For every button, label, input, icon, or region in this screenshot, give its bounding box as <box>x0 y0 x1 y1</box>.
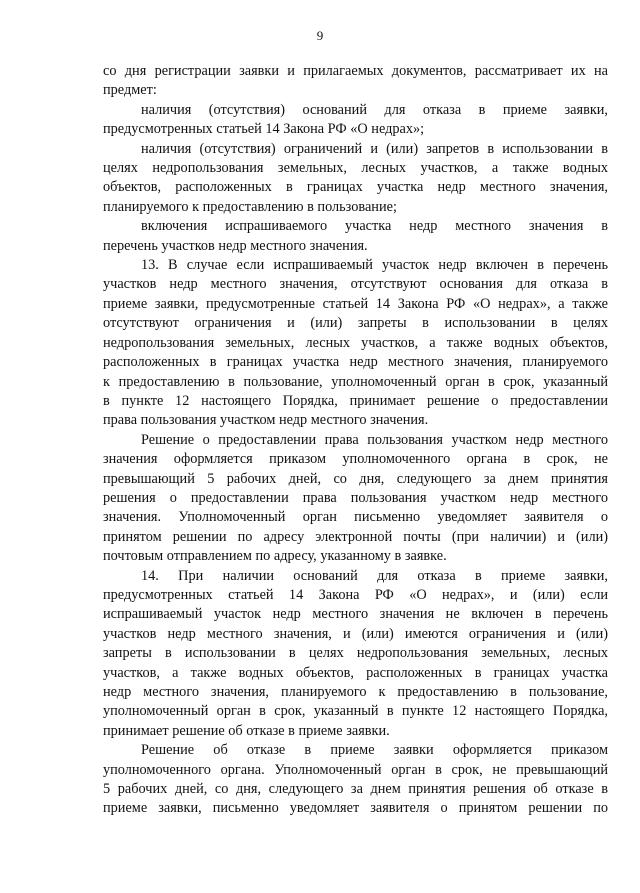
text-line: уполномоченного органа. Уполномоченный орган в срок, не превышающий <box>103 761 608 778</box>
text-line: значения оформляется приказом уполномоченного органа в срок, не <box>103 451 608 468</box>
text-line: к предоставлению в пользование, уполномоченный орган в срок, указанный <box>103 373 608 390</box>
text-line: 13. В случае если испрашиваемый участок недр включен в перечень <box>141 257 608 274</box>
text-line: испрашиваемый участок недр местного значения не включен в перечень <box>103 606 608 623</box>
text-line: уполномоченный орган в срок, указанный в пункте 12 настоящего Порядка, <box>103 703 608 720</box>
text-line: почтовым отправлением по адресу, указанному в заявке. <box>103 548 447 565</box>
text-line: предусмотренных статьей 14 Закона РФ «О недрах», и (или) если <box>103 586 608 603</box>
text-line: включения испрашиваемого участка недр местного значения в <box>141 218 608 235</box>
text-line: принимает решение об отказе в приеме заявки. <box>103 722 390 739</box>
text-line: приеме заявки, письменно уведомляет заявителя о принятом решении по <box>103 800 608 817</box>
text-line: участков, а также водных объектов, расположенных в границах участка <box>103 664 608 681</box>
text-line: значения. Уполномоченный орган письменно уведомляет заявителя о <box>103 509 608 526</box>
text-line: 5 рабочих дней, со дня, следующего за днем принятия решения об отказе в <box>103 781 608 798</box>
text-line: предусмотренных статьей 14 Закона РФ «О недрах»; <box>103 121 425 138</box>
text-line: приеме заявки, предусмотренные статьей 14 Закона РФ «О недрах», а также <box>103 295 608 312</box>
text-line: расположенных в границах участка недр местного значения, планируемого <box>103 354 608 371</box>
text-line: участков недр местного значения, и (или) имеются ограничения и (или) <box>103 625 608 642</box>
text-line: в пункте 12 настоящего Порядка, принимает решение о предоставлении <box>103 392 608 409</box>
document-body <box>103 62 608 819</box>
text-line: запреты в использовании в целях недропользования земельных, лесных <box>103 645 608 662</box>
text-line: недропользования земельных, лесных участков, а также водных объектов, <box>103 334 608 351</box>
page-number: 9 <box>316 28 324 43</box>
text-block <box>103 62 608 819</box>
text-line: права пользования участком недр местного значения. <box>103 412 429 429</box>
text-line: недр местного значения, планируемого к предоставлению в пользование, <box>103 684 608 700</box>
text-line: наличия (отсутствия) оснований для отказа в приеме заявки, <box>141 101 608 118</box>
text-line: решения о предоставлении права пользования участком недр местного <box>103 489 608 506</box>
text-line: отсутствуют ограничения и (или) запреты в использовании в целях <box>103 315 608 332</box>
text-line: Решение о предоставлении права пользования участком недр местного <box>141 431 608 448</box>
text-line: участков недр местного значения, отсутствуют основания для отказа в <box>103 276 608 293</box>
text-line: предмет: <box>103 82 157 99</box>
text-line: наличия (отсутствия) ограничений и (или) запретов в использовании в <box>141 140 608 157</box>
text-line: планируемого к предоставлению в пользование; <box>103 198 397 215</box>
text-line: целях недропользования земельных, лесных участков, а также водных <box>103 160 608 177</box>
text-line: принятом решении по адресу электронной почты (при наличии) и (или) <box>103 528 608 545</box>
text-line: перечень участков недр местного значения. <box>103 237 368 254</box>
text-line: превышающий 5 рабочих дней, со дня, следующего за днем принятия <box>103 470 608 487</box>
text-line: со дня регистрации заявки и прилагаемых документов, рассматривает их на <box>103 63 608 79</box>
text-line: объектов, расположенных в границах участка недр местного значения, <box>103 179 608 196</box>
text-line: Решение об отказе в приеме заявки оформляется приказом <box>141 742 608 759</box>
text-line: 14. При наличии оснований для отказа в приеме заявки, <box>141 567 608 584</box>
